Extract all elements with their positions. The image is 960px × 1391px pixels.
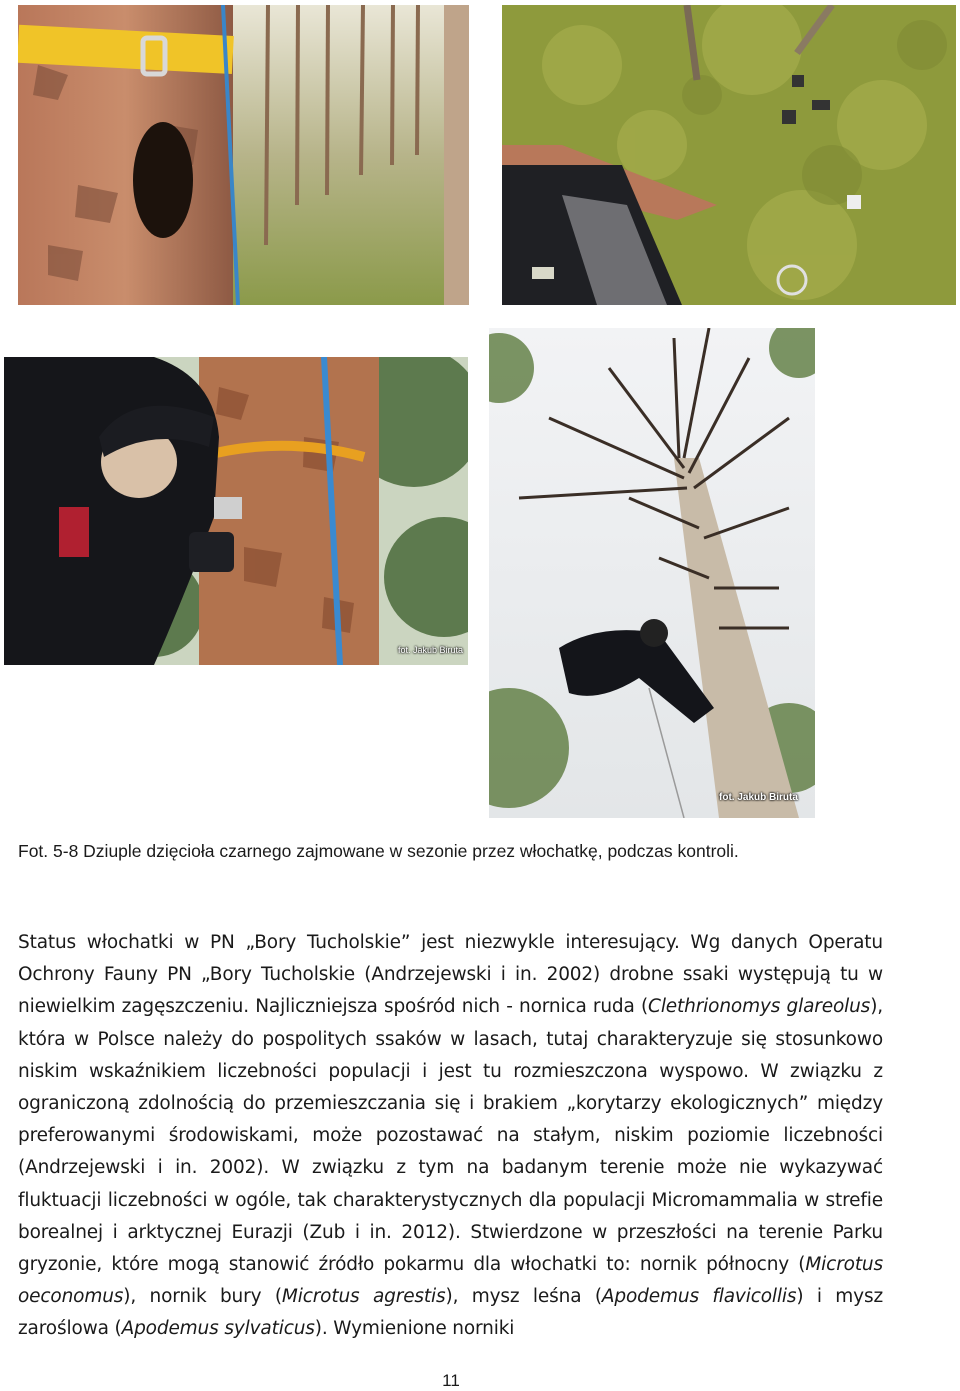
figure-caption: Fot. 5-8 Dziuple dzięcioła czarnego zajmowane w sezonie przez włochatkę, podczas kontroli. (18, 841, 739, 861)
photo-climber-inspection (4, 357, 468, 665)
body-paragraph: Status włochatki w PN „Bory Tucholskie” jest niezwykle interesujący. Wg danych Operatu Ochrony Fauny PN „Bory Tucholskie (Andrzejewski i in. 2002) drobne ssaki występują tu w niewielkim zagęszczeniu. Najliczniejsza spośród nich - nornica ruda (Clethrionomys glareolus), która w Polsce należy do pospolitych ssaków w lasach, tutaj charakteryzuje się stosunkowo niskim wskaźnikiem liczebności populacji i jest tu rozmieszczona wyspowo. W związku z ograniczoną zdolnością do przemieszczania się i brakiem „korytarzy ekologicznych” między preferowanymi środowiskami, może pozostawać na stałym, niskim poziomie liczebności (Andrzejewski i in. 2002). W związku z tym na badanym terenie może nie wykazywać fluktuacji liczebności w ogóle, tak charakterystycznych dla populacji Micromammalia w strefie borealnej i arktycznej Eurazji (Zub i in. 2012). Stwierdzone w przeszłości na terenie Parku gryzonie, które mogą stanowić źródło pokarmu dla włochatki to: nornik północny (Microtus oeconomus), nornik bury (Microtus agrestis), mysz leśna (Apodemus flavicollis) i mysz zaroślowa (Apodemus sylvaticus). Wymienione norniki (18, 932, 884, 1340)
photo-view-from-tree (502, 5, 956, 305)
page-number: 11 (442, 1371, 460, 1390)
photo-credit: fot. Jakub Biruta (398, 645, 464, 655)
photo-climber-dead-tree (489, 328, 815, 818)
photo-credit: fot. Jakub Biruta (719, 792, 798, 803)
photo-tree-cavity (18, 5, 469, 305)
